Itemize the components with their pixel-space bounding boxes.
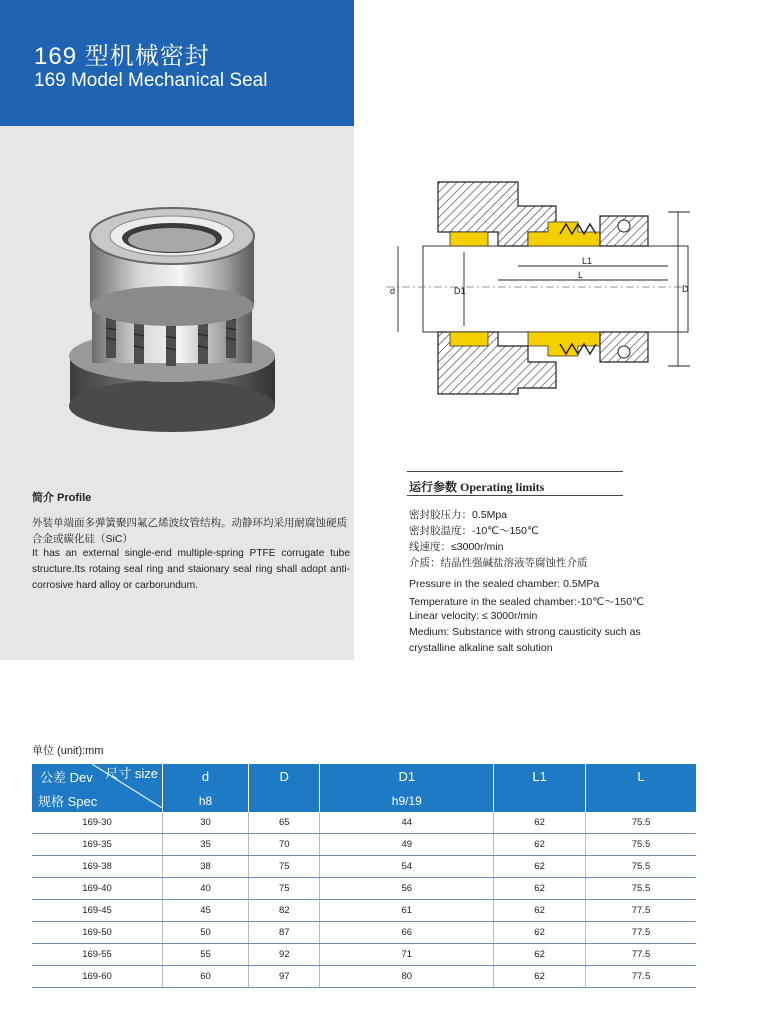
table-cell: 62	[494, 900, 586, 922]
tolerance-d: h8	[163, 789, 249, 812]
operating-heading: 运行参数 Operating limits	[409, 480, 545, 494]
profile-text-en: It has an external single-end multiple-spring PTFE corrugate tube structure.Its rotaing seal ring and staionary seal ring shall adopt anti-corrosive hard alloy or carborundum.	[32, 548, 350, 591]
table-cell: 62	[494, 966, 586, 988]
col-header-D1: D1	[320, 764, 494, 789]
table-cell: 44	[320, 812, 494, 834]
table-cell: 80	[320, 966, 494, 988]
table-cell: 92	[249, 944, 320, 966]
operating-en-line: crystalline alkaline salt solution	[409, 642, 553, 654]
table-cell: 75.5	[586, 878, 696, 900]
operating-en-line: Medium: Substance with strong causticity such as	[409, 626, 641, 638]
tolerance-D1: h9/19	[320, 789, 494, 812]
table-row	[32, 944, 696, 966]
table-cell: 62	[494, 878, 586, 900]
table-cell: 75.5	[586, 834, 696, 856]
table-cell: 35	[163, 834, 249, 856]
operating-en-line: Pressure in the sealed chamber: 0.5MPa	[409, 578, 600, 590]
table-cell: 62	[494, 812, 586, 834]
col-header-d: d	[163, 764, 249, 789]
dim-D-label: D	[682, 284, 689, 294]
profile-text-cn: 外装单端面多弹簧聚四氟乙烯波纹管结构。动静环均采用耐腐蚀硬质合金或碳化硅（SiC）	[32, 517, 347, 545]
table-cell: 62	[494, 856, 586, 878]
table-cell: 62	[494, 944, 586, 966]
table-cell: 54	[320, 856, 494, 878]
table-cell: 75	[249, 878, 320, 900]
col-header-D: D	[249, 764, 320, 789]
title-banner	[0, 0, 354, 126]
table-cell: 49	[320, 834, 494, 856]
operating-top-rule	[407, 471, 623, 472]
table-cell: 169-40	[32, 878, 163, 900]
tolerance-L1	[494, 789, 586, 812]
operating-en-line: Linear velocity: ≤ 3000r/min	[409, 610, 538, 622]
table-cell: 169-50	[32, 922, 163, 944]
table-row	[32, 834, 696, 856]
table-cell: 50	[163, 922, 249, 944]
table-cell: 75	[249, 856, 320, 878]
table-cell: 77.5	[586, 922, 696, 944]
table-cell: 169-60	[32, 966, 163, 988]
table-cell: 62	[494, 922, 586, 944]
table-row	[32, 878, 696, 900]
table-cell: 97	[249, 966, 320, 988]
tolerance-L	[586, 789, 696, 812]
unit-label: 单位 (unit):mm	[32, 745, 104, 757]
table-cell: 169-38	[32, 856, 163, 878]
table-cell: 169-35	[32, 834, 163, 856]
table-cell: 75.5	[586, 812, 696, 834]
table-cell: 38	[163, 856, 249, 878]
table-cell: 56	[320, 878, 494, 900]
table-cell: 66	[320, 922, 494, 944]
corner-dev-label: 公差 Dev	[40, 770, 93, 785]
table-row	[32, 812, 696, 834]
dim-L1-label: L1	[582, 256, 593, 266]
seal-product-photo	[62, 206, 282, 436]
table-corner-header	[32, 764, 163, 812]
table-row	[32, 922, 696, 944]
table-cell: 75.5	[586, 856, 696, 878]
operating-bottom-rule	[407, 495, 623, 496]
table-cell: 77.5	[586, 900, 696, 922]
table-row	[32, 900, 696, 922]
dim-D1-label: D1	[454, 286, 466, 296]
table-cell: 61	[320, 900, 494, 922]
operating-cn-line: 介质：结晶性强碱盐溶液等腐蚀性介质	[409, 557, 588, 569]
col-header-L1: L1	[494, 764, 586, 789]
table-row	[32, 856, 696, 878]
corner-spec-label: 规格 Spec	[38, 794, 98, 809]
table-cell: 169-45	[32, 900, 163, 922]
profile-heading: 简介 Profile	[32, 492, 92, 504]
table-cell: 82	[249, 900, 320, 922]
table-cell: 60	[163, 966, 249, 988]
page-title-en: 169 Model Mechanical Seal	[34, 70, 268, 91]
table-cell: 40	[163, 878, 249, 900]
seal-cross-section-diagram	[378, 176, 708, 398]
spec-table	[32, 764, 696, 988]
corner-size-label: 尺寸 size	[105, 766, 158, 781]
page-title-cn: 169 型机械密封	[34, 43, 210, 70]
dim-L-label: L	[578, 270, 584, 280]
table-cell: 169-30	[32, 812, 163, 834]
table-cell: 70	[249, 834, 320, 856]
table-cell: 77.5	[586, 944, 696, 966]
table-cell: 62	[494, 834, 586, 856]
table-row	[32, 966, 696, 988]
table-cell: 71	[320, 944, 494, 966]
operating-cn-line: 密封胶压力：0.5Mpa	[409, 509, 508, 521]
dim-d-label: d	[390, 286, 396, 296]
operating-en-line: Temperature in the sealed chamber:-10℃～150℃	[409, 596, 644, 608]
col-header-L: L	[586, 764, 696, 789]
table-cell: 77.5	[586, 966, 696, 988]
table-cell: 30	[163, 812, 249, 834]
table-cell: 45	[163, 900, 249, 922]
operating-cn-line: 密封胶温度：-10℃～150℃	[409, 525, 539, 537]
tolerance-D	[249, 789, 320, 812]
table-cell: 169-55	[32, 944, 163, 966]
operating-cn-line: 线速度：≤3000r/min	[409, 541, 504, 553]
table-cell: 87	[249, 922, 320, 944]
table-cell: 65	[249, 812, 320, 834]
table-cell: 55	[163, 944, 249, 966]
